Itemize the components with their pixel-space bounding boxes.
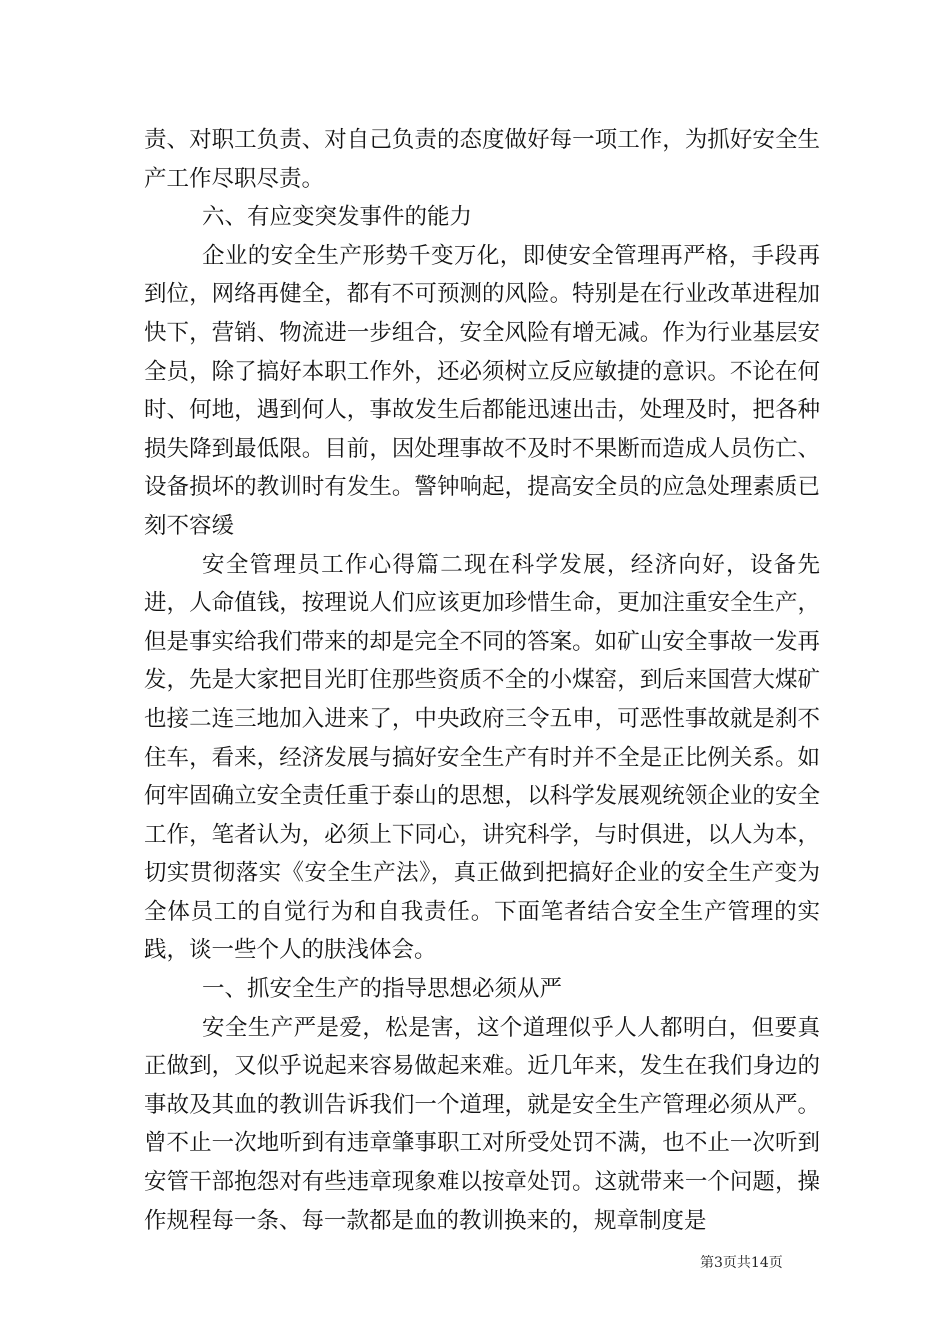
page-number-footer: 第3页共14页 [700,1255,783,1271]
paragraph-article-two-intro: 安全管理员工作心得篇二现在科学发展，经济向好，设备先进，人命值钱，按理说人们应该更加珍惜生命，更加注重安全生产，但是事实给我们带来的却是完全不同的答案。如矿山安全事故一发再发，先是大家把目光盯住那些资质不全的小煤窑，到后来国营大煤矿也接二连三地加入进来了，中央政府三令五申，可恶性事故就是刹不住车，看来，经济发展与搞好安全生产有时并不全是正比例关系。如何牢固确立安全责任重于泰山的思想，以科学发展观统领企业的安全工作，笔者认为，必须上下同心，讲究科学，与时俱进，以人为本，切实贯彻落实《安全生产法》，真正做到把搞好企业的安全生产变为全体员工的自觉行为和自我责任。下面笔者结合安全生产管理的实践，谈一些个人的肤浅体会。 [144,551,820,964]
paragraph-strict-management: 安全生产严是爱，松是害，这个道理似乎人人都明白，但要真正做到，又似乎说起来容易做起来难。近几年来，发生在我们身边的事故及其血的教训告诉我们一个道理，就是安全生产管理必须从严。曾不止一次地听到有违章肇事职工对所受处罚不满，也不止一次听到安管干部抱怨对有些违章现象难以按章处罚。这就带来一个问题，操作规程每一条、每一款都是血的教训换来的，规章制度是 [144,1014,820,1234]
section-heading-six: 六、有应变突发事件的能力 [202,204,473,231]
document-body [144,121,820,1240]
paragraph-emergency-ability: 企业的安全生产形势千变万化，即使安全管理再严格，手段再到位，网络再健全，都有不可预测的风险。特别是在行业改革进程加快下，营销、物流进一步组合，安全风险有增无减。作为行业基层安全员，除了搞好本职工作外，还必须树立反应敏捷的意识。不论在何时、何地，遇到何人，事故发生后都能迅速出击，处理及时，把各种损失降到最低限。目前，因处理事故不及时不果断而造成人员伤亡、设备损坏的教训时有发生。警钟响起，提高安全员的应急处理素质已刻不容缓 [144,242,820,539]
section-heading-one: 一、抓安全生产的指导思想必须从严 [202,976,563,1003]
paragraph-continuation: 责、对职工负责、对自己负责的态度做好每一项工作，为抓好安全生产工作尽职尽责。 [144,127,820,192]
